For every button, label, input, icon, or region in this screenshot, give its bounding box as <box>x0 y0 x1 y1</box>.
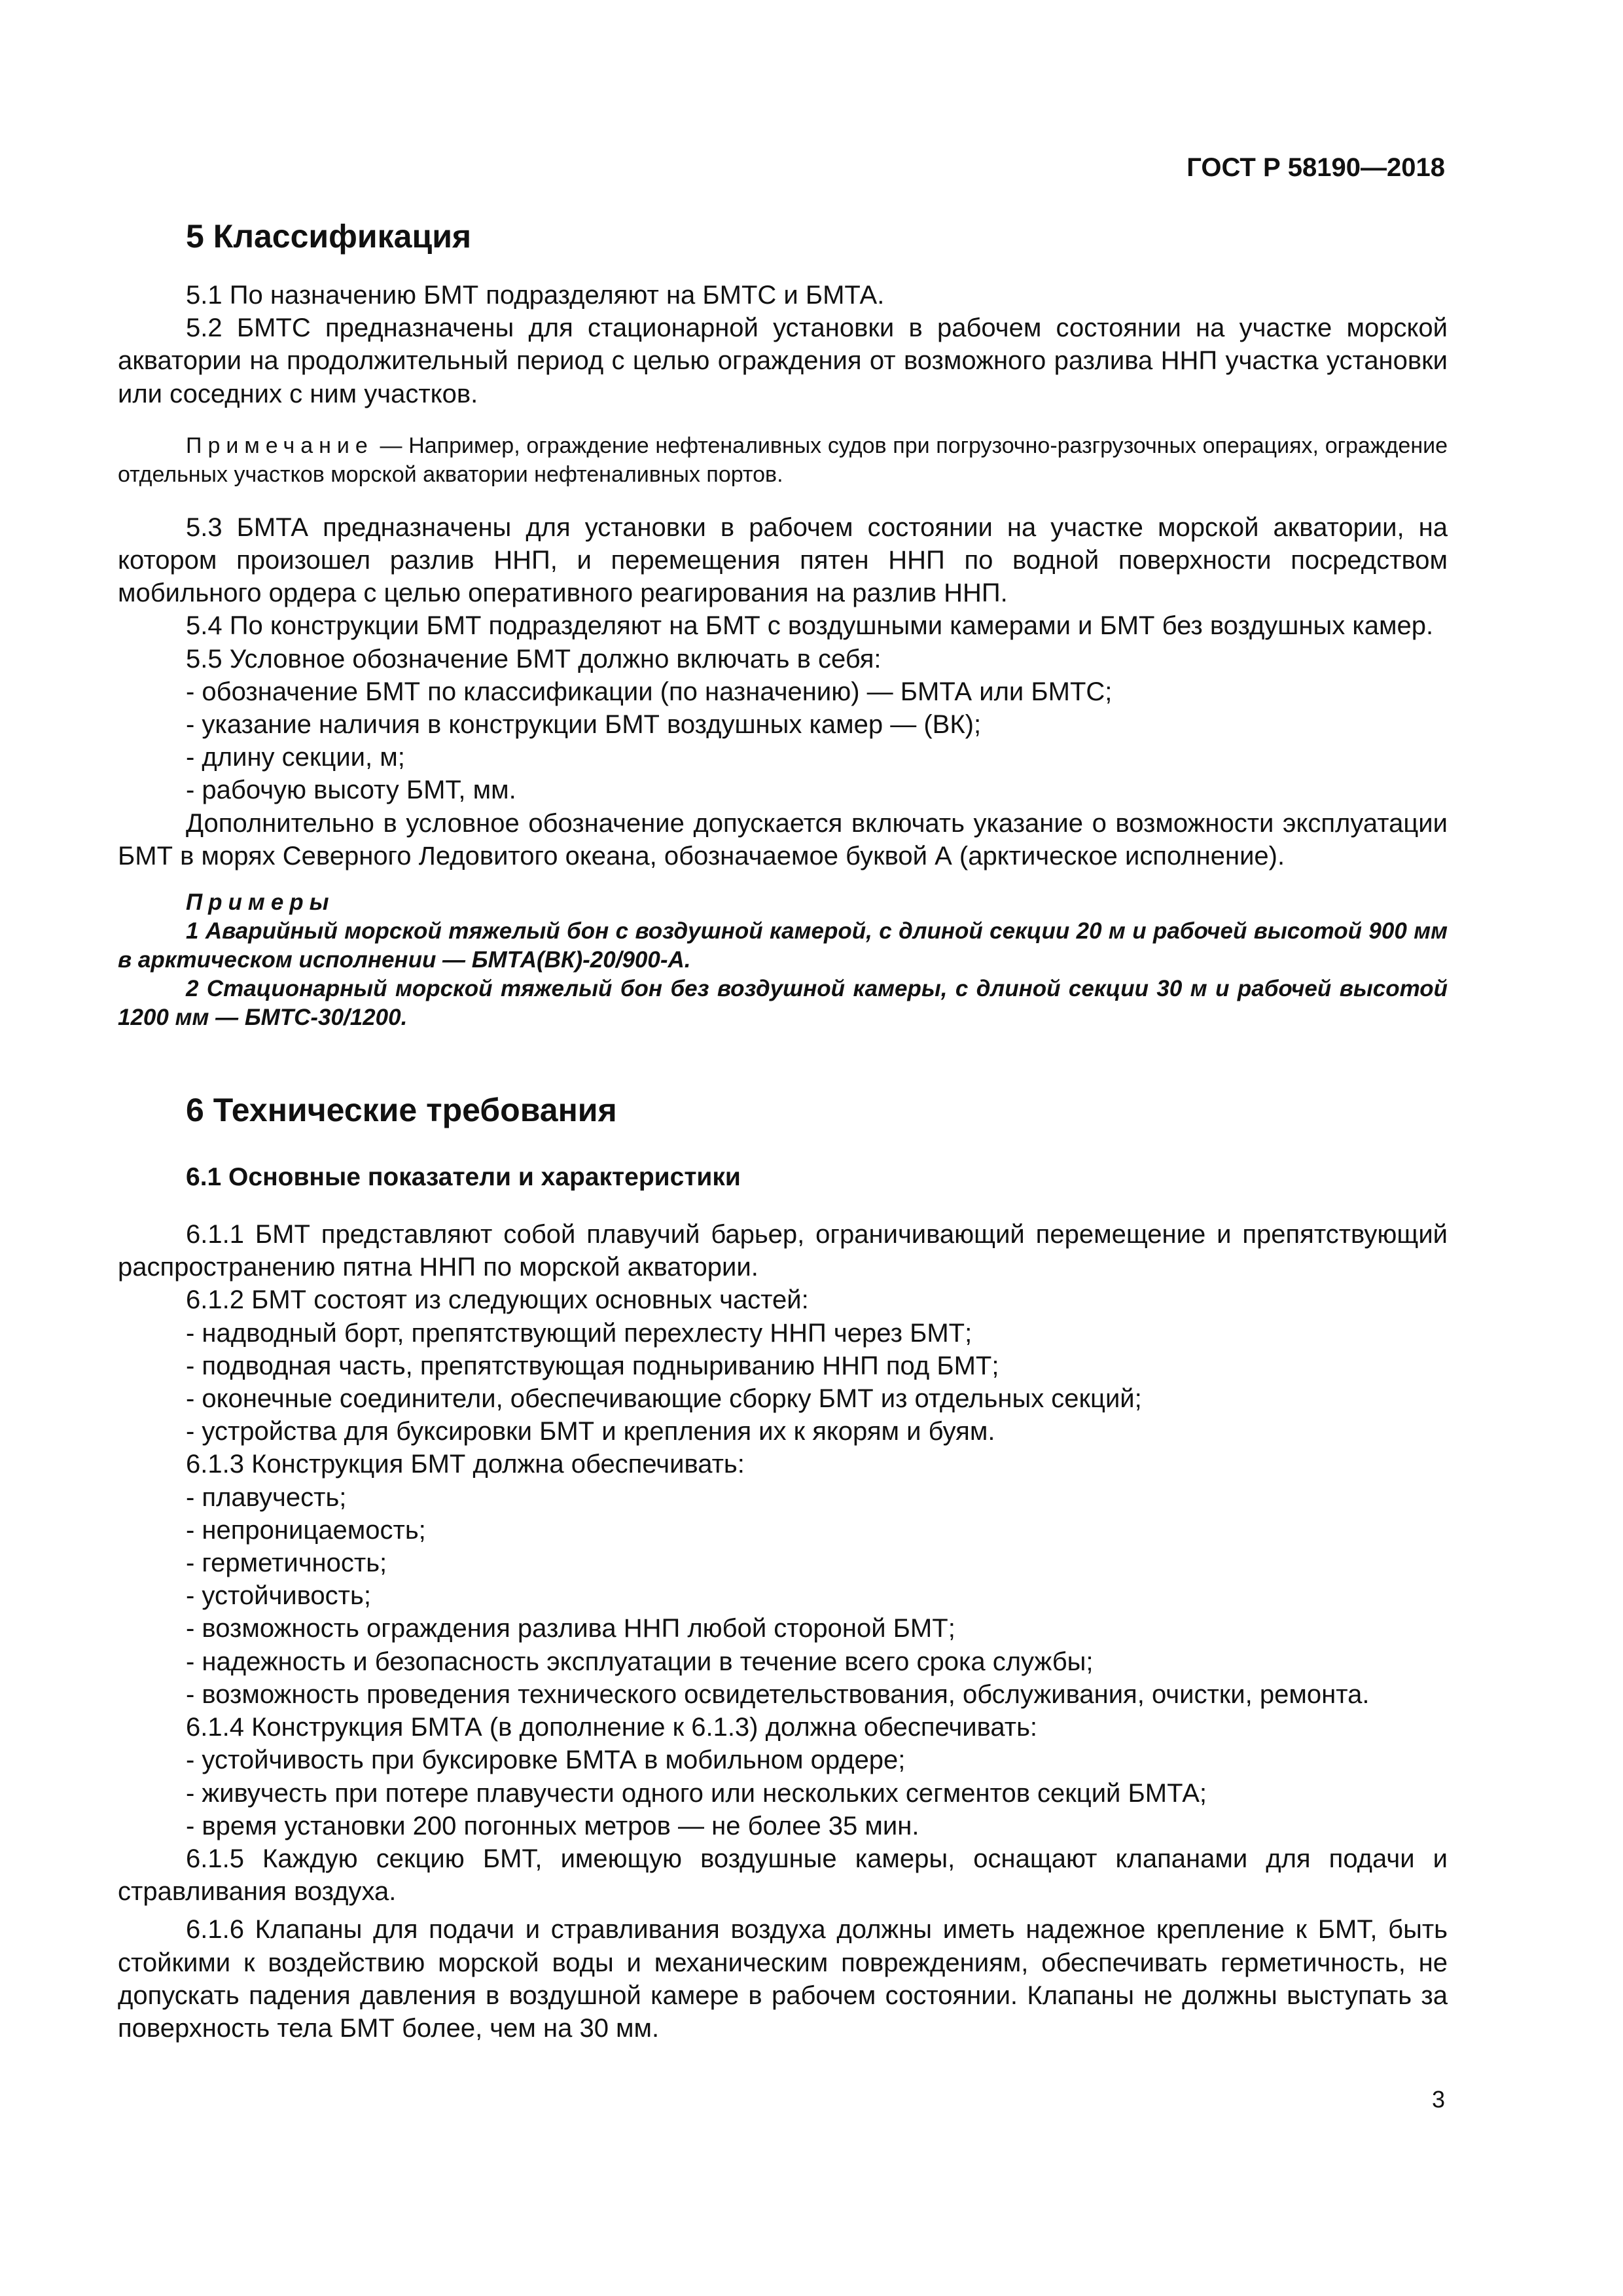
list-item-6-1-3-4: - устойчивость; <box>186 1581 371 1611</box>
list-item-6-1-3-3: - герметичность; <box>186 1549 387 1578</box>
note-paragraph <box>118 431 1448 489</box>
list-item-6-1-4-3: - время установки 200 погонных метров — не более 35 мин. <box>186 1811 919 1840</box>
list-item-5-5-4: - рабочую высоту БМТ, мм. <box>186 776 516 805</box>
paragraph-5-5-extra: Дополнительно в условное обозначение допускается включать указание о возможности эксплуатации БМТ в морях Северного Ледовитого океана, обозначаемое буквой А (арктическое исполнение). <box>118 808 1448 870</box>
note-text: — Например, ограждение нефтеналивных судов при погрузочно-разгрузочных операциях, ограждение отдельных участков морской акватории нефтеналивных портов. <box>118 433 1448 487</box>
page-content <box>118 213 1448 2045</box>
list-item-5-5-2: - указание наличия в конструкции БМТ воздушных камер — (ВК); <box>186 710 982 740</box>
examples-block <box>118 888 1448 1032</box>
list-item-6-1-2-3: - оконечные соединители, обеспечивающие сборку БМТ из отдельных секций; <box>186 1384 1142 1414</box>
paragraph-6-1-2: 6.1.2 БМТ состоят из следующих основных частей: <box>186 1285 809 1315</box>
paragraph-6-1-6: 6.1.6 Клапаны для подачи и стравливания воздуха должны иметь надежное крепление к БМТ, быть стойкими к воздействию морской воды и механическим повреждениям, обеспечивать герметичность, не допускать падения давления в воздушной камере в рабочем состоянии. Клапаны не должны выступать за поверхность тела БМТ более, чем на 30 мм. <box>118 1915 1448 2043</box>
list-item-6-1-2-4: - устройства для буксировки БМТ и крепления их к якорям и буям. <box>186 1417 995 1446</box>
list-item-6-1-3-2: - непроницаемость; <box>186 1515 426 1545</box>
document-code: ГОСТ Р 58190—2018 <box>1186 153 1445 182</box>
page-number: 3 <box>1431 2086 1445 2113</box>
paragraph-6-1-3: 6.1.3 Конструкция БМТ должна обеспечивать: <box>186 1450 745 1479</box>
paragraph-6-1-4: 6.1.4 Конструкция БМТА (в дополнение к 6.1.3) должна обеспечивать: <box>186 1713 1038 1742</box>
list-item-6-1-3-1: - плавучесть; <box>186 1482 347 1512</box>
section-6-heading: 6 Технические требования <box>186 1092 617 1129</box>
list-item-6-1-2-2: - подводная часть, препятствующая подныриванию ННП под БМТ; <box>186 1351 999 1380</box>
examples-label: Примеры <box>186 889 335 916</box>
list-item-5-5-3: - длину секции, м; <box>186 743 405 772</box>
paragraph-6-1-5: 6.1.5 Каждую секцию БМТ, имеющую воздушные камеры, оснащают клапанами для подачи и стравливания воздуха. <box>118 1844 1448 1907</box>
list-item-6-1-3-5: - возможность ограждения разлива ННП любой стороной БМТ; <box>186 1614 955 1643</box>
list-item-6-1-4-2: - живучесть при потере плавучести одного или нескольких сегментов секций БМТА; <box>186 1778 1207 1808</box>
list-item-6-1-3-6: - надежность и безопасность эксплуатации в течение всего срока службы; <box>186 1647 1094 1676</box>
section-5-heading: 5 Классификация <box>186 218 472 255</box>
list-item-6-1-3-7: - возможность проведения технического освидетельствования, обслуживания, очистки, ремонта. <box>186 1679 1370 1709</box>
list-item-5-5-1: - обозначение БМТ по классификации (по назначению) — БМТА или БМТС; <box>186 677 1113 706</box>
subsection-6-1-heading: 6.1 Основные показатели и характеристики <box>186 1163 741 1192</box>
paragraph-5-5: 5.5 Условное обозначение БМТ должно включать в себя: <box>186 644 882 673</box>
paragraph-5-1: 5.1 По назначению БМТ подразделяют на БМТС и БМТА. <box>186 281 885 310</box>
note-label: Примечание <box>186 433 374 458</box>
example-2: 2 Стационарный морской тяжелый бон без воздушной камеры, с длиной секции 30 м и рабочей высотой 1200 мм — БМТС-30/1200. <box>118 976 1448 1031</box>
list-item-6-1-2-1: - надводный борт, препятствующий перехлесту ННП через БМТ; <box>186 1318 972 1348</box>
paragraph-5-2: 5.2 БМТС предназначены для стационарной установки в рабочем состоянии на участке морской акватории на продолжительный период с целью ограждения от возможного разлива ННП участка установки или соседних с ним участков. <box>118 314 1448 408</box>
paragraph-5-3: 5.3 БМТА предназначены для установки в рабочем состоянии на участке морской акватории, на котором произошел разлив ННП, и перемещения пятен ННП по водной поверхности посредством мобильного ордера с целью оперативного реагирования на разлив ННП. <box>118 512 1448 608</box>
list-item-6-1-4-1: - устойчивость при буксировке БМТА в мобильном ордере; <box>186 1746 906 1775</box>
paragraph-5-4: 5.4 По конструкции БМТ подразделяют на БМТ с воздушными камерами и БМТ без воздушных камер. <box>186 611 1434 641</box>
example-1: 1 Аварийный морской тяжелый бон с воздушной камерой, с длиной секции 20 м и рабочей высотой 900 мм в арктическом исполнении — БМТА(ВК)-20/900-А. <box>118 918 1448 973</box>
note-block <box>118 431 1448 489</box>
paragraph-6-1-1: 6.1.1 БМТ представляют собой плавучий барьер, ограничивающий перемещение и препятствующий распространению пятна ННП по морской акватории. <box>118 1220 1448 1282</box>
